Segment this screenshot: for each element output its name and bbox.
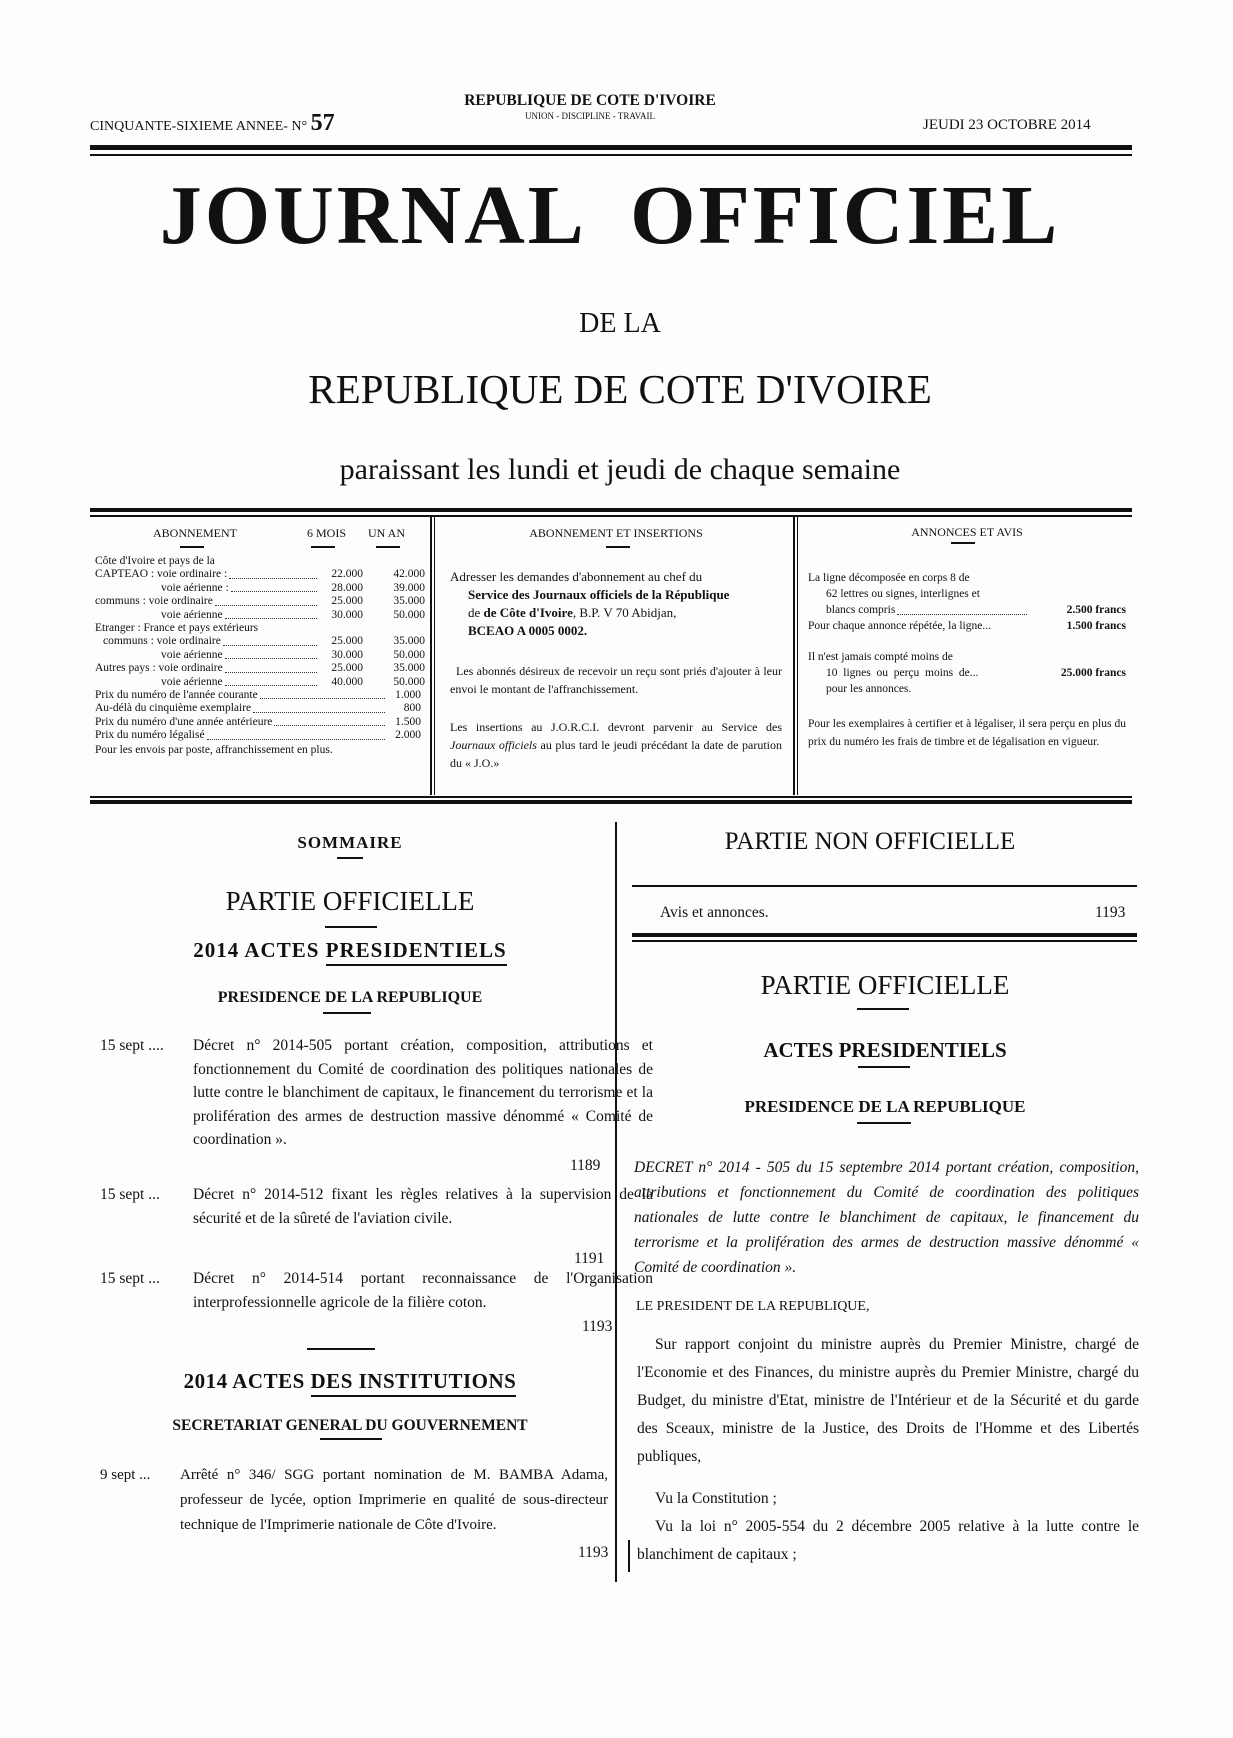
left-actes-institutions xyxy=(100,1369,600,1397)
box-bottom-rule-1 xyxy=(90,796,1132,798)
motto: UNION - DISCIPLINE - TRAVAIL xyxy=(525,111,655,121)
entry-page: 1193 xyxy=(582,1318,613,1335)
right-rule-2 xyxy=(632,940,1137,942)
decret-paragraph-1: Sur rapport conjoint du ministre auprès du Premier Ministre, chargé de l'Economie et des Finances, du ministre auprès du Premier Ministre, chargé du Budget, du ministre d'Etat, ministre de l'Intérieur et de la Sécurité et du garde des Sceaux, ministre de la Justice, des Droits de l'Homme et des Libertés publiques, xyxy=(637,1336,1139,1465)
entry-text: Décret n° 2014-514 portant reconnaissance de l'Organisation interprofessionnelle agricole de la filière coton. xyxy=(193,1270,653,1311)
tarif-six-months: 25.000 xyxy=(331,595,363,608)
entry-page: 1193 xyxy=(578,1544,609,1561)
entry-date: 15 sept ... xyxy=(100,1270,160,1287)
institutions-year: 2014 ACTES xyxy=(183,1369,311,1393)
annonces-l3-price: 2.500 francs xyxy=(1066,604,1126,616)
entry-text: Arrêté n° 346/ SGG portant nomination de M. BAMBA Adama, professeur de lycée, option Imprimerie en qualité de sous-directeur technique de l'Imprimerie nationale de Côte d'Ivoire. xyxy=(180,1467,608,1533)
tarif-label: communs : voie ordinaire xyxy=(103,635,221,648)
price-label: Prix du numéro légalisé xyxy=(95,729,205,742)
avis-annonces: Avis et annonces. xyxy=(660,904,769,921)
tarif-label: communs : voie ordinaire xyxy=(95,595,213,608)
six-months-head: 6 MOIS xyxy=(307,526,347,540)
tarif-row xyxy=(95,609,425,622)
separator-short xyxy=(307,1348,375,1350)
tarif-label: voie aérienne xyxy=(161,608,223,621)
insertions-p1-c: de Côte d'Ivoire xyxy=(483,605,573,620)
tarif-row xyxy=(95,649,425,662)
tarif-one-year: 42.000 xyxy=(393,568,425,581)
annonces-l4: Pour chaque annonce répétée, la ligne... xyxy=(808,620,991,632)
insertions-p3-c: au plus tard le jeudi précédant la date de parution du « J.O.» xyxy=(450,738,782,770)
tarif-row xyxy=(95,662,425,675)
price-label: Prix du numéro d'une année antérieure xyxy=(95,715,273,728)
annonces-head-underline xyxy=(951,542,975,544)
right-rule-1 xyxy=(632,933,1137,937)
secretariat-underline xyxy=(320,1438,382,1440)
tarif-row xyxy=(95,568,425,581)
tarif-row xyxy=(95,635,425,648)
header-rule-thin xyxy=(90,154,1132,156)
right-actes-text: ACTES PRESIDENTIELS xyxy=(763,1038,1007,1062)
insertions-p1-d: , B.P. V 70 Abidjan, xyxy=(572,605,677,620)
price-dots xyxy=(260,698,385,699)
sommaire-entry[interactable] xyxy=(100,1267,653,1314)
sommaire-title-text: SOMMAIRE xyxy=(297,833,403,852)
right-partie-officielle: PARTIE OFFICIELLE xyxy=(760,970,1010,1000)
tarif-one-year: 50.000 xyxy=(393,648,425,661)
tarif-six-months: 40.000 xyxy=(331,675,363,688)
price-row xyxy=(95,729,425,742)
right-actes xyxy=(640,1038,1130,1064)
right-actes-underline xyxy=(858,1066,910,1068)
tarif-one-year: 35.000 xyxy=(393,635,425,648)
annonces-l4-row xyxy=(808,618,1126,634)
republic-name: REPUBLIQUE DE COTE D'IVOIRE xyxy=(464,92,716,109)
tarif-one-year: 50.000 xyxy=(393,675,425,688)
decret-title: DECRET n° 2014 - 505 du 15 septembre 2014 portant création, composition, attributions et fonctionnement du Comité de coordination des politiques nationales de lutte contre le blanchiment de capitaux, le financement du terrorisme et la prolifération des armes de destruction massive dénommé « Comité de coordination ». xyxy=(634,1159,1139,1276)
left-presidence: PRESIDENCE DE LA REPUBLIQUE xyxy=(217,989,483,1006)
insertions-column xyxy=(450,526,782,772)
abonnement-intro: Côte d'Ivoire et pays de la xyxy=(95,555,215,567)
left-actes-presidentiels xyxy=(100,938,600,966)
abonnement-footer: Pour les envois par poste, affranchissement en plus. xyxy=(95,743,333,756)
box-divider-2a xyxy=(793,517,795,795)
price-value: 1.000 xyxy=(395,689,421,702)
tarif-row xyxy=(95,582,425,595)
insertions-p2: Les abonnés désireux de recevoir un reçu sont priés d'ajouter à leur envoi le montant de l'affranchissement. xyxy=(450,664,782,696)
price-row xyxy=(95,716,425,729)
price-dots xyxy=(207,739,385,740)
sommaire-entry[interactable] xyxy=(100,1463,608,1538)
insertions-p1 xyxy=(450,568,782,640)
entry-date: 15 sept .... xyxy=(100,1037,164,1054)
annonces-l1: La ligne décomposée en corps 8 de xyxy=(808,572,970,584)
insertions-p3-b: Journaux officiels xyxy=(450,738,537,752)
price-label: Au-délà du cinquième exemplaire xyxy=(95,702,252,715)
one-year-head: UN AN xyxy=(368,526,406,540)
tarif-label: CAPTEAO : voie ordinaire : xyxy=(95,568,228,581)
box-divider-1b xyxy=(434,517,435,795)
abonnement-column xyxy=(95,526,425,757)
price-label: Prix du numéro de l'année courante xyxy=(95,689,258,702)
price-row xyxy=(95,702,425,715)
right-presidence-underline xyxy=(857,1122,911,1124)
entry-text: Décret n° 2014-505 portant création, composition, attributions et fonctionnement du Comité de coordination des politiques nationales de lutte contre le blanchiment de capitaux, le financement du terrorisme et la prolifération des armes de destruction massive dénommé « Comité de coordination ». xyxy=(193,1037,653,1148)
institutions-word: DES INSTITUTIONS xyxy=(311,1369,517,1397)
annonces-l2: 62 lettres ou signes, interlignes et xyxy=(826,588,980,600)
annonces-l6-row xyxy=(826,665,1126,681)
annonces-l5: Il n'est jamais compté moins de xyxy=(808,651,953,663)
left-actes-year: 2014 ACTES xyxy=(193,938,326,962)
insertions-p1-e: BCEAO A 0005 0002. xyxy=(468,623,588,638)
insertions-p1-b: Service des Journaux officiels de la République xyxy=(468,587,730,602)
annonces-l4-price: 1.500 francs xyxy=(1066,620,1126,632)
tarif-row xyxy=(95,622,425,635)
annonces-l7: pour les annonces. xyxy=(826,683,912,695)
box-top-rule-2 xyxy=(90,515,1132,517)
entry-text: Décret n° 2014-512 fixant les règles relatives à la supervision de la sécurité et de la sûreté de l'aviation civile. xyxy=(193,1186,653,1227)
decret-paragraph-3: Vu la loi n° 2005-554 du 2 décembre 2005 relative à la lutte contre le blanchiment de capitaux ; xyxy=(637,1518,1139,1563)
tarif-dots xyxy=(225,658,317,659)
box-divider-2b xyxy=(797,517,798,795)
sommaire-entry[interactable] xyxy=(100,1034,653,1152)
price-value: 1.500 xyxy=(395,715,421,728)
tarif-row xyxy=(95,676,425,689)
left-secretariat: SECRETARIAT GENERAL DU GOUVERNEMENT xyxy=(172,1417,528,1434)
tarif-six-months: 28.000 xyxy=(331,581,363,594)
insertions-p1-line3: de de Côte d'Ivoire, B.P. V 70 Abidjan, xyxy=(468,605,677,620)
price-row xyxy=(95,689,425,702)
price-dots xyxy=(253,712,385,713)
tarif-label: Etranger : France et pays extérieurs xyxy=(95,622,259,635)
tarif-label: voie aérienne xyxy=(161,675,223,688)
left-partie-underline xyxy=(325,926,377,928)
abonnement-table xyxy=(95,555,425,757)
insertions-head: ABONNEMENT ET INSERTIONS xyxy=(529,526,703,540)
issue-line xyxy=(90,110,335,137)
sommaire-underline xyxy=(337,857,363,859)
price-dots xyxy=(274,725,385,726)
tarif-dots xyxy=(225,685,317,686)
underline-abonnement xyxy=(180,546,204,548)
price-value: 800 xyxy=(403,702,421,715)
header-rule-thick xyxy=(90,145,1132,150)
de-la: DE LA xyxy=(579,308,661,339)
tarif-dots xyxy=(223,645,317,646)
tarif-label: Autres pays : voie ordinaire xyxy=(95,662,223,675)
insertions-p3 xyxy=(450,718,782,772)
tarif-label: voie aérienne xyxy=(161,648,223,661)
box-top-rule-1 xyxy=(90,508,1132,512)
right-partie-underline xyxy=(857,1008,909,1010)
annonces-l3: blancs compris xyxy=(826,604,896,616)
underline-6mois xyxy=(311,546,335,548)
box-divider-1a xyxy=(430,517,432,795)
tarif-dots xyxy=(229,578,317,579)
partie-non-officielle: PARTIE NON OFFICIELLE xyxy=(724,828,1016,855)
publication-frequency: paraissant les lundi et jeudi de chaque semaine xyxy=(339,453,901,486)
tarif-one-year: 35.000 xyxy=(393,662,425,675)
entry-page: 1191 xyxy=(574,1250,605,1267)
left-actes-word: PRESIDENTIELS xyxy=(326,938,507,966)
tarif-dots xyxy=(225,618,317,619)
issue-date: JEUDI 23 OCTOBRE 2014 xyxy=(923,117,1091,133)
insertions-head-underline xyxy=(606,546,630,548)
price-value: 2.000 xyxy=(395,729,421,742)
box-bottom-rule-2 xyxy=(90,800,1132,804)
tarif-dots xyxy=(215,605,317,606)
annonces-l8: Pour les exemplaires à certifier et à légaliser, il sera perçu en plus du prix du numéro les frais de timbre et de légalisation en vigueur. xyxy=(808,718,1126,748)
tarif-one-year: 39.000 xyxy=(393,581,425,594)
left-partie-officielle: PARTIE OFFICIELLE xyxy=(225,886,475,916)
tarif-one-year: 35.000 xyxy=(393,595,425,608)
le-president: LE PRESIDENT DE LA REPUBLIQUE, xyxy=(636,1299,870,1314)
entry-date: 9 sept ... xyxy=(100,1467,151,1483)
abonnement-head: ABONNEMENT xyxy=(153,526,237,540)
sommaire-title xyxy=(200,833,500,853)
entry-date: 15 sept ... xyxy=(100,1186,160,1203)
tarif-six-months: 22.000 xyxy=(331,568,363,581)
annonces-l3-dots xyxy=(897,614,1027,615)
abonnement-rows xyxy=(95,568,425,689)
insertions-p1-a: Adresser les demandes d'abonnement au chef du xyxy=(450,569,703,584)
tarif-six-months: 30.000 xyxy=(331,608,363,621)
right-presidence: PRESIDENCE DE LA REPUBLIQUE xyxy=(744,1097,1026,1116)
tarif-dots xyxy=(225,672,317,673)
left-presidence-underline xyxy=(323,1012,371,1014)
non-officielle-rule xyxy=(632,885,1137,887)
annonces-column xyxy=(808,524,1126,751)
underline-1an xyxy=(376,546,400,548)
journal-title: JOURNAL OFFICIEL xyxy=(159,169,1061,262)
annonces-l6-price: 25.000 francs xyxy=(1060,667,1126,679)
decret-paragraph-2: Vu la Constitution ; xyxy=(655,1490,777,1507)
country-title: REPUBLIQUE DE COTE D'IVOIRE xyxy=(308,366,932,412)
annonces-l6: 10 lignes ou perçu moins de... xyxy=(826,667,979,679)
sommaire-entry[interactable] xyxy=(100,1183,653,1230)
tarif-dots xyxy=(231,591,317,592)
annonces-head: ANNONCES ET AVIS xyxy=(911,525,1023,539)
tarif-six-months: 25.000 xyxy=(331,662,363,675)
tarif-label: voie aérienne : xyxy=(161,581,229,594)
insertions-p3-a: Les insertions au J.O.R.C.I. devront parvenir au Service des xyxy=(450,720,782,734)
column-divider-bottom xyxy=(628,1540,630,1572)
abonnement-header xyxy=(95,526,425,541)
tarif-six-months: 25.000 xyxy=(331,635,363,648)
abonnement-underlines xyxy=(95,541,425,551)
entry-page: 1189 xyxy=(570,1157,601,1174)
avis-page: 1193 xyxy=(1095,904,1126,921)
abonnement-prices xyxy=(95,689,425,743)
tarif-one-year: 50.000 xyxy=(393,608,425,621)
year-label: CINQUANTE-SIXIEME ANNEE- N° xyxy=(90,119,308,134)
annonces-l3-row xyxy=(826,602,1126,618)
header-republic xyxy=(420,92,760,121)
issue-number: 57 xyxy=(310,110,335,136)
tarif-six-months: 30.000 xyxy=(331,648,363,661)
tarif-row xyxy=(95,595,425,608)
